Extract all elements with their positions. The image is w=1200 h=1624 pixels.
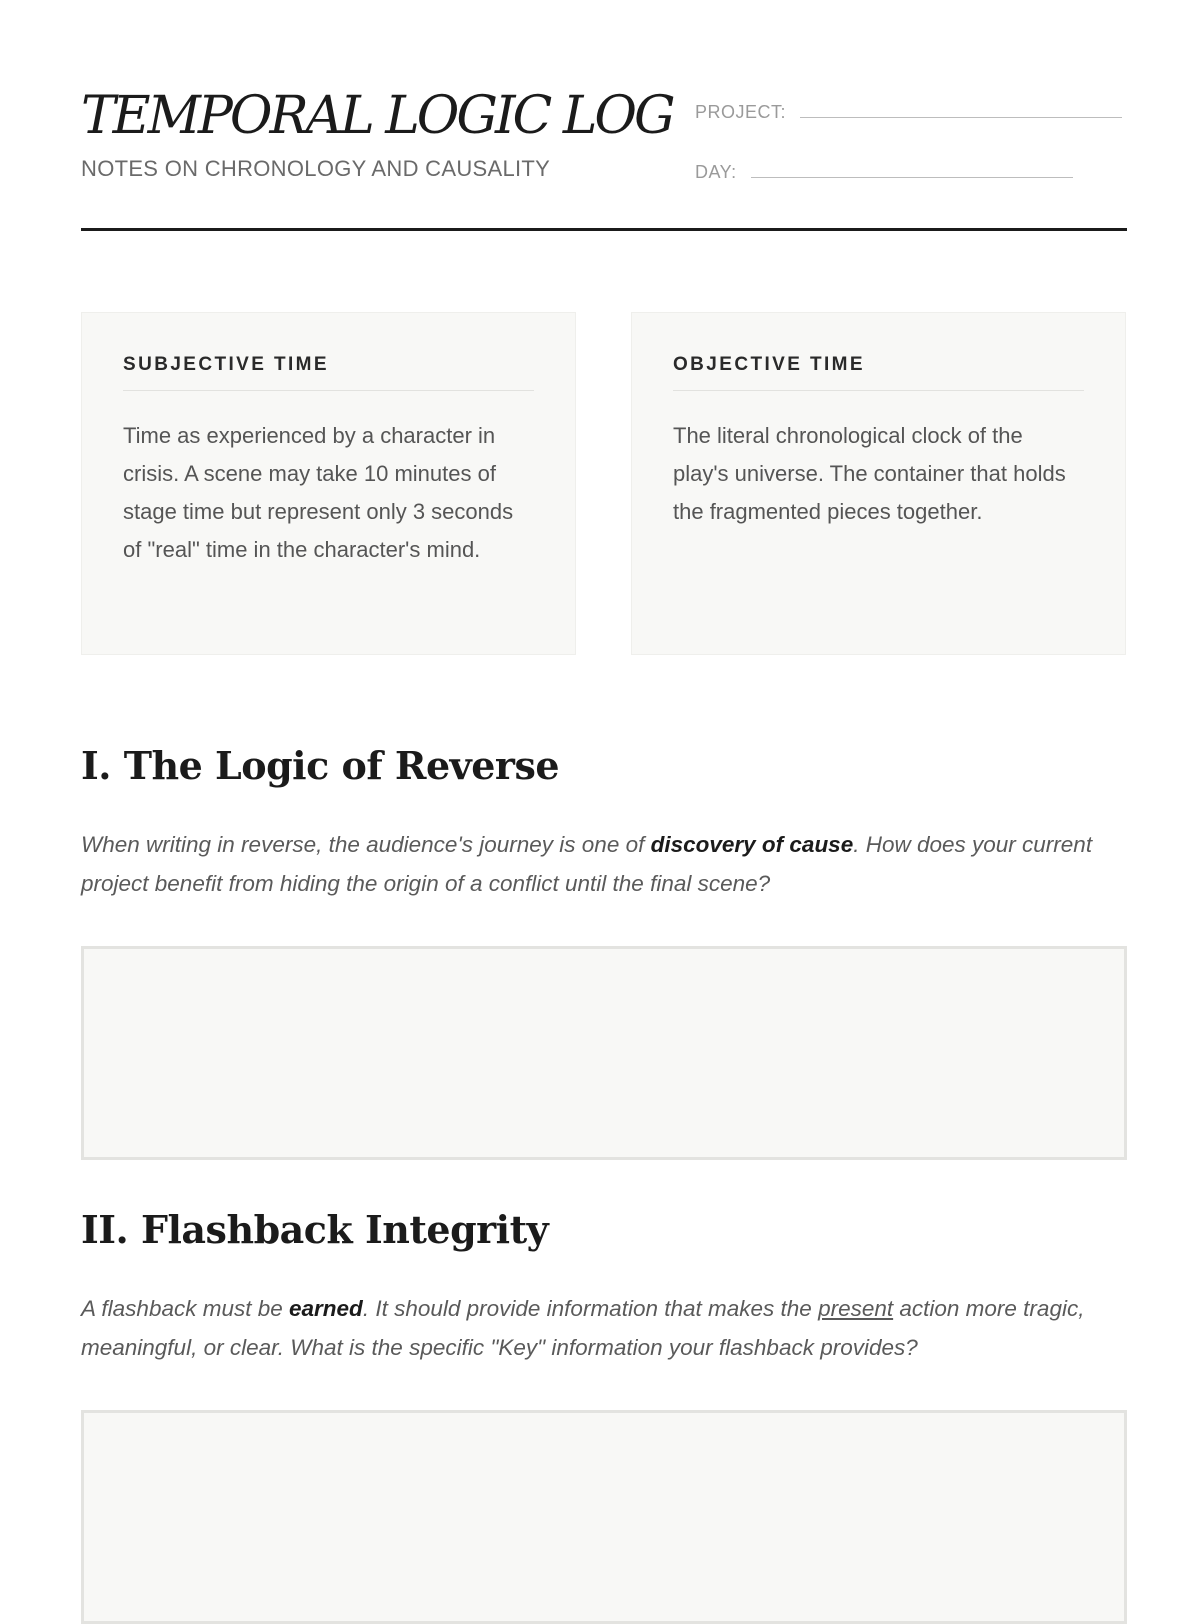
- section-heading: II. Flashback Integrity: [81, 1207, 549, 1252]
- page-title: TEMPORAL LOGIC LOG: [81, 86, 673, 146]
- prompt-emphasis: earned: [289, 1296, 363, 1321]
- definition-cards: [81, 312, 1127, 655]
- section-prompt: [81, 825, 1127, 903]
- day-label: DAY:: [695, 162, 737, 182]
- card-body: Time as experienced by a character in crisis. A scene may take 10 minutes of stage time but represent only 3 seconds of "real" time in the character's mind.: [123, 423, 514, 562]
- prompt-text: action more tragic, meaningful, or clear. What is the specific "Key" information your flashback provides?: [81, 1296, 1085, 1360]
- day-field[interactable]: [695, 162, 1073, 183]
- section-heading: I. The Logic of Reverse: [81, 743, 560, 788]
- answer-box[interactable]: [81, 1410, 1127, 1624]
- prompt-underline: present: [818, 1296, 894, 1321]
- section-flashback-integrity: [81, 1200, 1127, 1624]
- page-subtitle: NOTES ON CHRONOLOGY AND CAUSALITY: [81, 156, 551, 181]
- prompt-text: When writing in reverse, the audience's journey is one of: [81, 832, 651, 857]
- project-line[interactable]: [800, 116, 1122, 118]
- worksheet-page: [81, 0, 1127, 1360]
- section-logic-of-reverse: [81, 736, 1127, 1160]
- prompt-text: . It should provide information that makes the: [362, 1296, 819, 1321]
- card-heading: SUBJECTIVE TIME: [123, 354, 534, 391]
- project-field[interactable]: [695, 102, 1122, 123]
- page-header: [81, 0, 1127, 232]
- card-heading: OBJECTIVE TIME: [673, 354, 1084, 391]
- subjective-time-card: [81, 312, 576, 655]
- project-label: PROJECT:: [695, 102, 787, 122]
- prompt-emphasis: discovery of cause: [650, 832, 854, 857]
- answer-box[interactable]: [81, 946, 1127, 1160]
- objective-time-card: [631, 312, 1126, 655]
- prompt-text: A flashback must be: [81, 1296, 290, 1321]
- section-prompt: [81, 1289, 1127, 1367]
- prompt-text: . How does your current project benefit from hiding the origin of a conflict until the final scene?: [81, 832, 1093, 896]
- day-line[interactable]: [751, 176, 1073, 178]
- header-divider: [81, 228, 1127, 231]
- card-body: The literal chronological clock of the play's universe. The container that holds the fragmented pieces together.: [673, 423, 1066, 524]
